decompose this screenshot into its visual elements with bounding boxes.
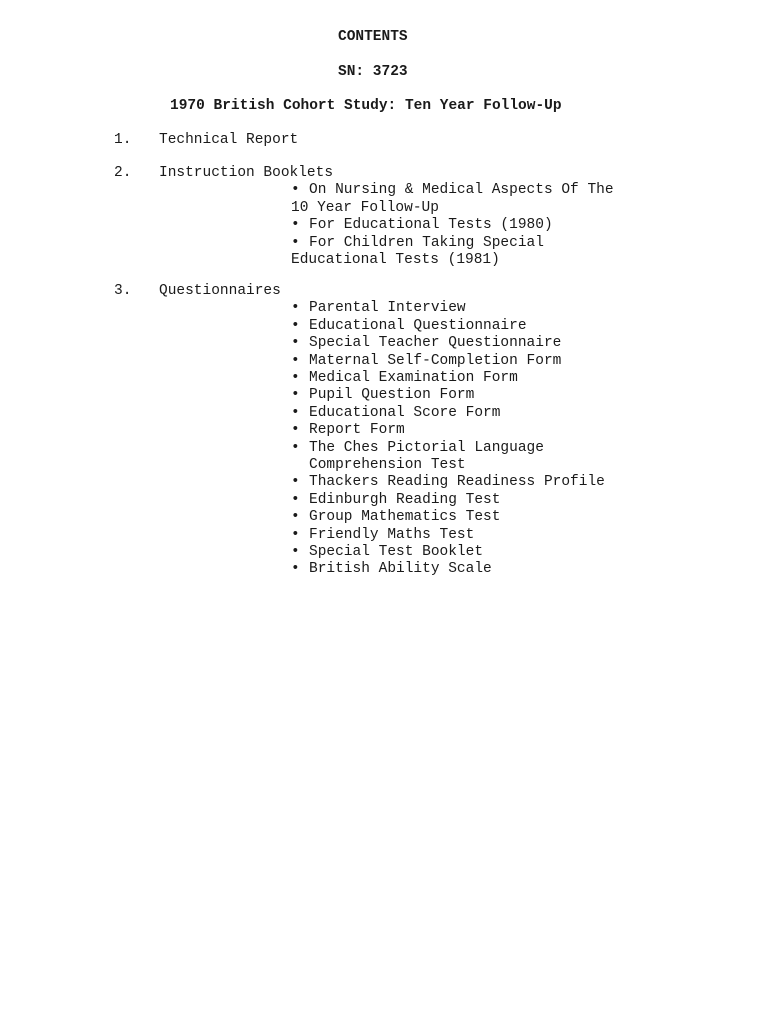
bullet-icon: •	[291, 474, 300, 491]
list-item	[291, 422, 651, 439]
list-item	[291, 335, 651, 352]
study-number: SN: 3723	[338, 64, 408, 80]
section-number: 1.	[114, 132, 132, 148]
list-item-text: Report Form	[309, 422, 405, 439]
list-item-text: Special Test Booklet	[309, 544, 484, 561]
list-item	[291, 318, 651, 335]
list-item-text: Educational Score Form	[309, 404, 501, 421]
list-item	[291, 509, 651, 526]
list-item	[291, 387, 651, 404]
section-number: 3.	[114, 283, 132, 299]
section-number: 2.	[114, 165, 132, 181]
list-item-text: For Educational Tests (1980)	[309, 217, 553, 234]
list-item-text: Edinburgh Reading Test	[309, 491, 501, 508]
bullet-icon: •	[291, 335, 300, 352]
list-item-text: Group Mathematics Test	[309, 509, 501, 526]
bullet-icon: •	[291, 352, 300, 369]
list-item-text: British Ability Scale	[309, 561, 492, 578]
bullet-icon: •	[291, 544, 300, 561]
section-title: Instruction Booklets	[159, 165, 334, 181]
bullet-icon: •	[291, 404, 300, 421]
list-item-text: Maternal Self-Completion Form	[309, 352, 562, 369]
list-item-continuation	[291, 252, 651, 269]
bullet-icon: •	[291, 300, 300, 317]
list-item	[291, 527, 651, 544]
list-item	[291, 561, 651, 578]
contents-heading: CONTENTS	[338, 29, 408, 45]
list-item-continuation	[291, 457, 651, 474]
section-title: Questionnaires	[159, 283, 281, 299]
list-item	[291, 440, 651, 457]
list-item	[291, 492, 651, 509]
bullet-icon: •	[291, 370, 300, 387]
list-item-text: Parental Interview	[309, 300, 466, 317]
list-item-text: Friendly Maths Test	[309, 526, 475, 543]
list-item-text: Comprehension Test	[309, 457, 466, 474]
list-item	[291, 353, 651, 370]
bullet-icon: •	[291, 234, 300, 251]
list-item	[291, 474, 651, 491]
list-item-text: Medical Examination Form	[309, 370, 518, 387]
list-item-text: 10 Year Follow-Up	[291, 199, 439, 216]
bullet-icon: •	[291, 217, 300, 234]
list-item-text: Educational Tests (1981)	[291, 252, 500, 269]
list-item	[291, 544, 651, 561]
list-item-text: Special Teacher Questionnaire	[309, 335, 562, 352]
list-item	[291, 182, 651, 199]
bullet-icon: •	[291, 526, 300, 543]
list-item	[291, 370, 651, 387]
list-item-text: Educational Questionnaire	[309, 317, 527, 334]
list-item-text: The Ches Pictorial Language	[309, 439, 544, 456]
bullet-icon: •	[291, 317, 300, 334]
bullet-icon: •	[291, 182, 300, 199]
booklet-list	[291, 182, 651, 269]
list-item	[291, 405, 651, 422]
questionnaire-list	[291, 300, 651, 579]
list-item-text: Pupil Question Form	[309, 387, 475, 404]
bullet-icon: •	[291, 439, 300, 456]
list-item-text: For Children Taking Special	[309, 234, 544, 251]
list-item-text: On Nursing & Medical Aspects Of The	[309, 182, 614, 199]
bullet-icon: •	[291, 491, 300, 508]
bullet-icon: •	[291, 509, 300, 526]
bullet-icon: •	[291, 387, 300, 404]
list-item	[291, 235, 651, 252]
section-title: Technical Report	[159, 132, 299, 148]
list-item	[291, 300, 651, 317]
list-item-text: Thackers Reading Readiness Profile	[309, 474, 605, 491]
bullet-icon: •	[291, 561, 300, 578]
list-item	[291, 217, 651, 234]
study-title: 1970 British Cohort Study: Ten Year Follow-Up	[170, 98, 562, 114]
list-item-continuation	[291, 200, 651, 217]
bullet-icon: •	[291, 422, 300, 439]
